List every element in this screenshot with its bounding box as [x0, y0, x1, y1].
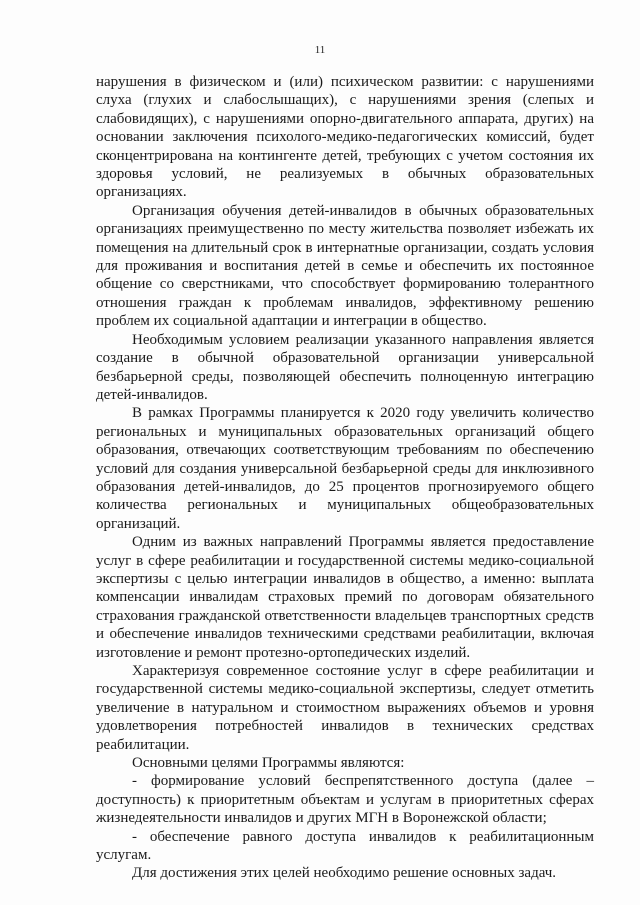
list-item-goal-accessibility: - формирование условий беспрепятственного доступа (далее – доступность) к приоритетным объектам и услугам в приоритетных сферах жизнедеятельности инвалидов и других МГН в Воронежской области;: [96, 773, 594, 827]
page-number: 11: [314, 44, 326, 56]
paragraph-continuation: нарушения в физическом и (или) психическом развитии: с нарушениями слуха (глухих и слабослышащих), с нарушениями зрения (слепых и слабовидящих), с нарушениями опорно-двигательного аппарата, других) на основании заключения психолого-медико-педагогических комиссий, будет сконцентрирована на контингенте детей, требующих с учетом состояния их здоровья условий, не реализуемых в обычных образовательных организациях.: [96, 74, 594, 201]
paragraph-program-plan: В рамках Программы планируется к 2020 году увеличить количество региональных и муниципальных образовательных организаций общего образования, отвечающих соответствующим требованиям по обеспечению условий для создания универсальной безбарьерной среды для инклюзивного образования детей-инвалидов, до 25 процентов прогнозируемого общего количества региональных и муниципальных общеобразовательных организаций.: [96, 405, 594, 532]
paragraph-characterizing: Характеризуя современное состояние услуг в сфере реабилитации и государственной системы медико-социальной экспертизы, следует отметить увеличение в натуральном и стоимостном выражениях объемов и уровня удовлетворения потребностей инвалидов в технических средствах реабилитации.: [96, 663, 594, 753]
paragraph-main-goals: Основными целями Программы являются:: [132, 755, 405, 772]
list-item-goal-equal-access: - обеспечение равного доступа инвалидов к реабилитационным услугам.: [96, 828, 594, 864]
paragraph-necessary-condition: Необходимым условием реализации указанного направления является создание в обычной образовательной организации универсальной безбарьерной среды, позволяющей обеспечить полноценную интеграцию детей-инвалидов.: [96, 331, 594, 403]
paragraph-tasks: Для достижения этих целей необходимо решение основных задач.: [132, 865, 557, 882]
paragraph-important-direction: Одним из важных направлений Программы является предоставление услуг в сфере реабилитации и государственной системы медико-социальной экспертизы с целью интеграции инвалидов в общество, а именно: выплата компенсации инвалидам страховых премий по договорам обязательного страхования гражданской ответственности владельцев транспортных средств и обеспечение инвалидов техническими средствами реабилитации, включая изготовление и ремонт протезно-ортопедических изделий.: [96, 534, 594, 661]
paragraph-organization: Организация обучения детей-инвалидов в обычных образовательных организациях преимущественно по месту жительства позволяет избежать их помещения на длительный срок в интернатные организации, создать условия для проживания и воспитания детей в семье и обеспечить их постоянное общение со сверстниками, что способствует формированию толерантного отношения граждан к проблемам инвалидов, эффективному решению проблем их социальной адаптации и интеграции в общество.: [96, 202, 594, 330]
document-body: [96, 73, 594, 883]
